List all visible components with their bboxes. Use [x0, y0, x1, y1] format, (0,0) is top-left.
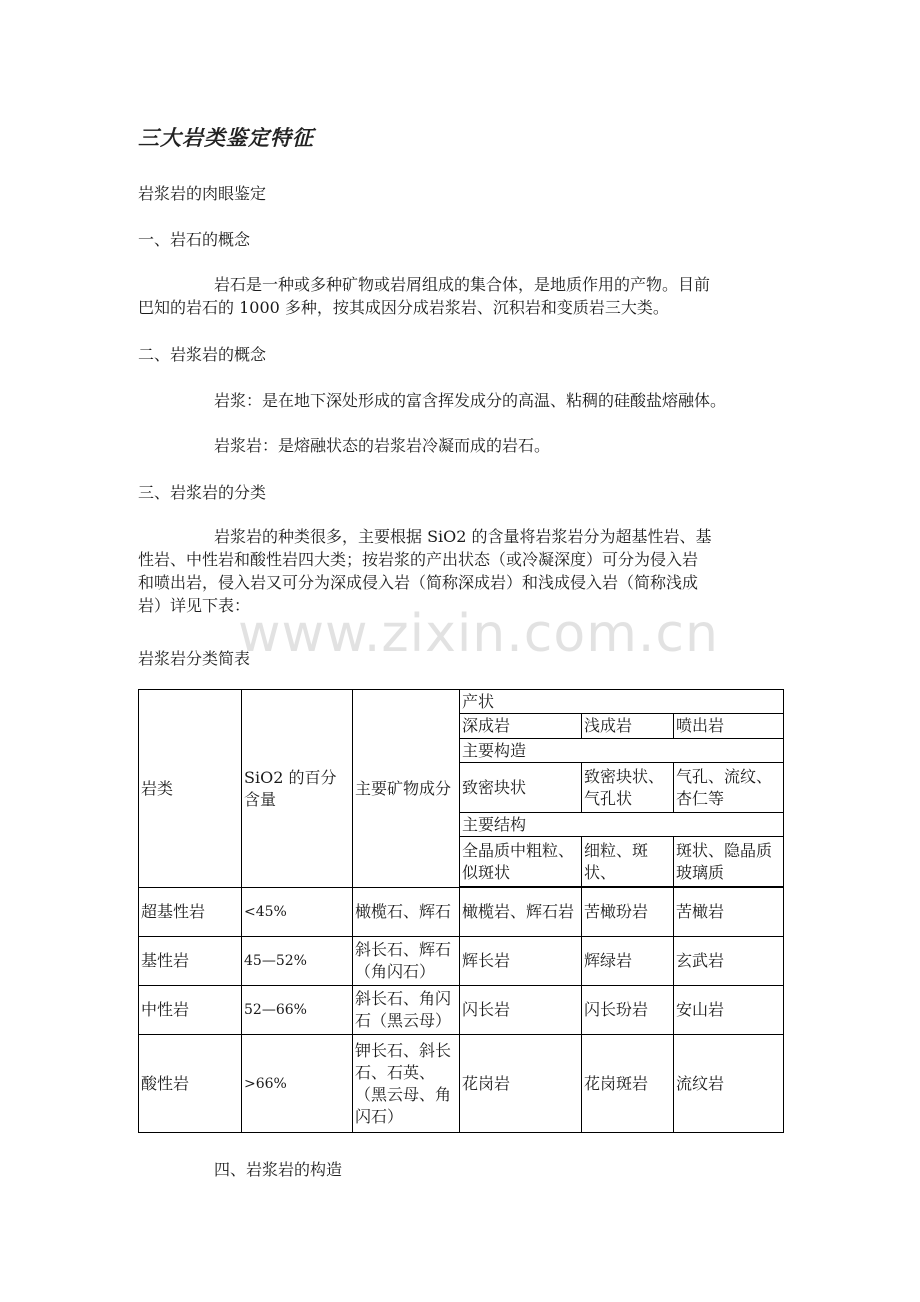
paragraph-line: 和喷出岩，侵入岩又可分为深成侵入岩（简称深成岩）和浅成侵入岩（简称浅成	[138, 573, 699, 592]
table-row-ultrabasic	[139, 888, 784, 937]
texture-hypabyssal: 细粒、斑状、	[582, 837, 674, 887]
structure-volcanic: 气孔、流纹、杏仁等	[674, 763, 784, 813]
cell-sio2: >66%	[242, 1035, 353, 1133]
header-hypabyssal: 浅成岩	[582, 714, 674, 739]
cell-rock-type: 超基性岩	[139, 888, 242, 937]
cell-minerals: 斜长石、角闪石（黑云母）	[353, 986, 460, 1035]
cell-rock-type: 酸性岩	[139, 1035, 242, 1133]
cell-hypabyssal: 苦橄玢岩	[582, 888, 674, 937]
cell-sio2: <45%	[242, 888, 353, 937]
heading-magma-structure: 四、岩浆岩的构造	[214, 1160, 343, 1179]
cell-volcanic: 安山岩	[674, 986, 784, 1035]
structure-hypabyssal: 致密块状、气孔状	[582, 763, 674, 813]
header-sio2-content: SiO2 的百分含量	[242, 690, 353, 888]
header-plutonic: 深成岩	[460, 714, 582, 739]
paragraph-igneous-definition: 岩浆岩：是熔融状态的岩浆岩冷凝而成的岩石。	[214, 436, 551, 455]
paragraph-classification	[138, 525, 784, 617]
texture-volcanic: 斑状、隐晶质玻璃质	[674, 837, 784, 887]
cell-volcanic: 玄武岩	[674, 937, 784, 986]
paragraph-line: 巴知的岩石的 1000 多种，按其成因分成岩浆岩、沉积岩和变质岩三大类。	[138, 298, 669, 317]
cell-rock-type: 中性岩	[139, 986, 242, 1035]
paragraph-line: 岩浆岩的种类很多，主要根据 SiO2 的含量将岩浆岩分为超基性岩、基	[214, 527, 712, 546]
paragraph-rock-concept	[138, 273, 784, 319]
cell-volcanic: 流纹岩	[674, 1035, 784, 1133]
paragraph-line: 岩石是一种或多种矿物或岩屑组成的集合体，是地质作用的产物。目前	[214, 275, 711, 294]
paragraph-magma-definition: 岩浆：是在地下深处形成的富含挥发成分的高温、粘稠的硅酸盐熔融体。	[214, 391, 727, 410]
watermark: www.zixin.com.cn	[238, 604, 719, 664]
cell-plutonic: 闪长岩	[460, 986, 582, 1035]
cell-plutonic: 花岗岩	[460, 1035, 582, 1133]
cell-sio2: 45—52%	[242, 937, 353, 986]
structure-plutonic: 致密块状	[460, 763, 582, 813]
cell-hypabyssal: 花岗斑岩	[582, 1035, 674, 1133]
igneous-classification-table	[138, 689, 784, 1133]
header-main-structure: 主要构造	[460, 739, 784, 763]
cell-hypabyssal: 闪长玢岩	[582, 986, 674, 1035]
cell-rock-type: 基性岩	[139, 937, 242, 986]
cell-hypabyssal: 辉绿岩	[582, 937, 674, 986]
document-title: 三大岩类鉴定特征	[138, 126, 314, 150]
cell-volcanic: 苦橄岩	[674, 888, 784, 937]
texture-plutonic: 全晶质中粗粒、似斑状	[460, 837, 582, 887]
heading-classification: 三、岩浆岩的分类	[138, 483, 267, 502]
cell-plutonic: 橄榄岩、辉石岩	[460, 888, 582, 937]
table-row-basic	[139, 937, 784, 986]
table-row-acidic	[139, 1035, 784, 1133]
header-main-minerals: 主要矿物成分	[353, 690, 460, 888]
table-caption: 岩浆岩分类简表	[138, 649, 251, 668]
cell-minerals: 钾长石、斜长石、石英、（黑云母、角闪石）	[353, 1035, 460, 1133]
paragraph-line: 性岩、中性岩和酸性岩四大类；按岩浆的产出状态（或冷凝深度）可分为侵入岩	[138, 550, 699, 569]
header-rock-type: 岩类	[139, 690, 242, 888]
cell-minerals: 斜长石、辉石（角闪石）	[353, 937, 460, 986]
cell-plutonic: 辉长岩	[460, 937, 582, 986]
cell-sio2: 52—66%	[242, 986, 353, 1035]
header-volcanic: 喷出岩	[674, 714, 784, 739]
heading-rock-concept: 一、岩石的概念	[138, 230, 251, 249]
header-main-texture: 主要结构	[460, 813, 784, 837]
paragraph-line: 岩）详见下表：	[138, 596, 251, 615]
header-occurrence: 产状	[460, 690, 784, 714]
table-row-intermediate	[139, 986, 784, 1035]
section-subtitle: 岩浆岩的肉眼鉴定	[138, 184, 267, 203]
heading-magma-concept: 二、岩浆岩的概念	[138, 345, 267, 364]
cell-minerals: 橄榄石、辉石	[353, 888, 460, 937]
